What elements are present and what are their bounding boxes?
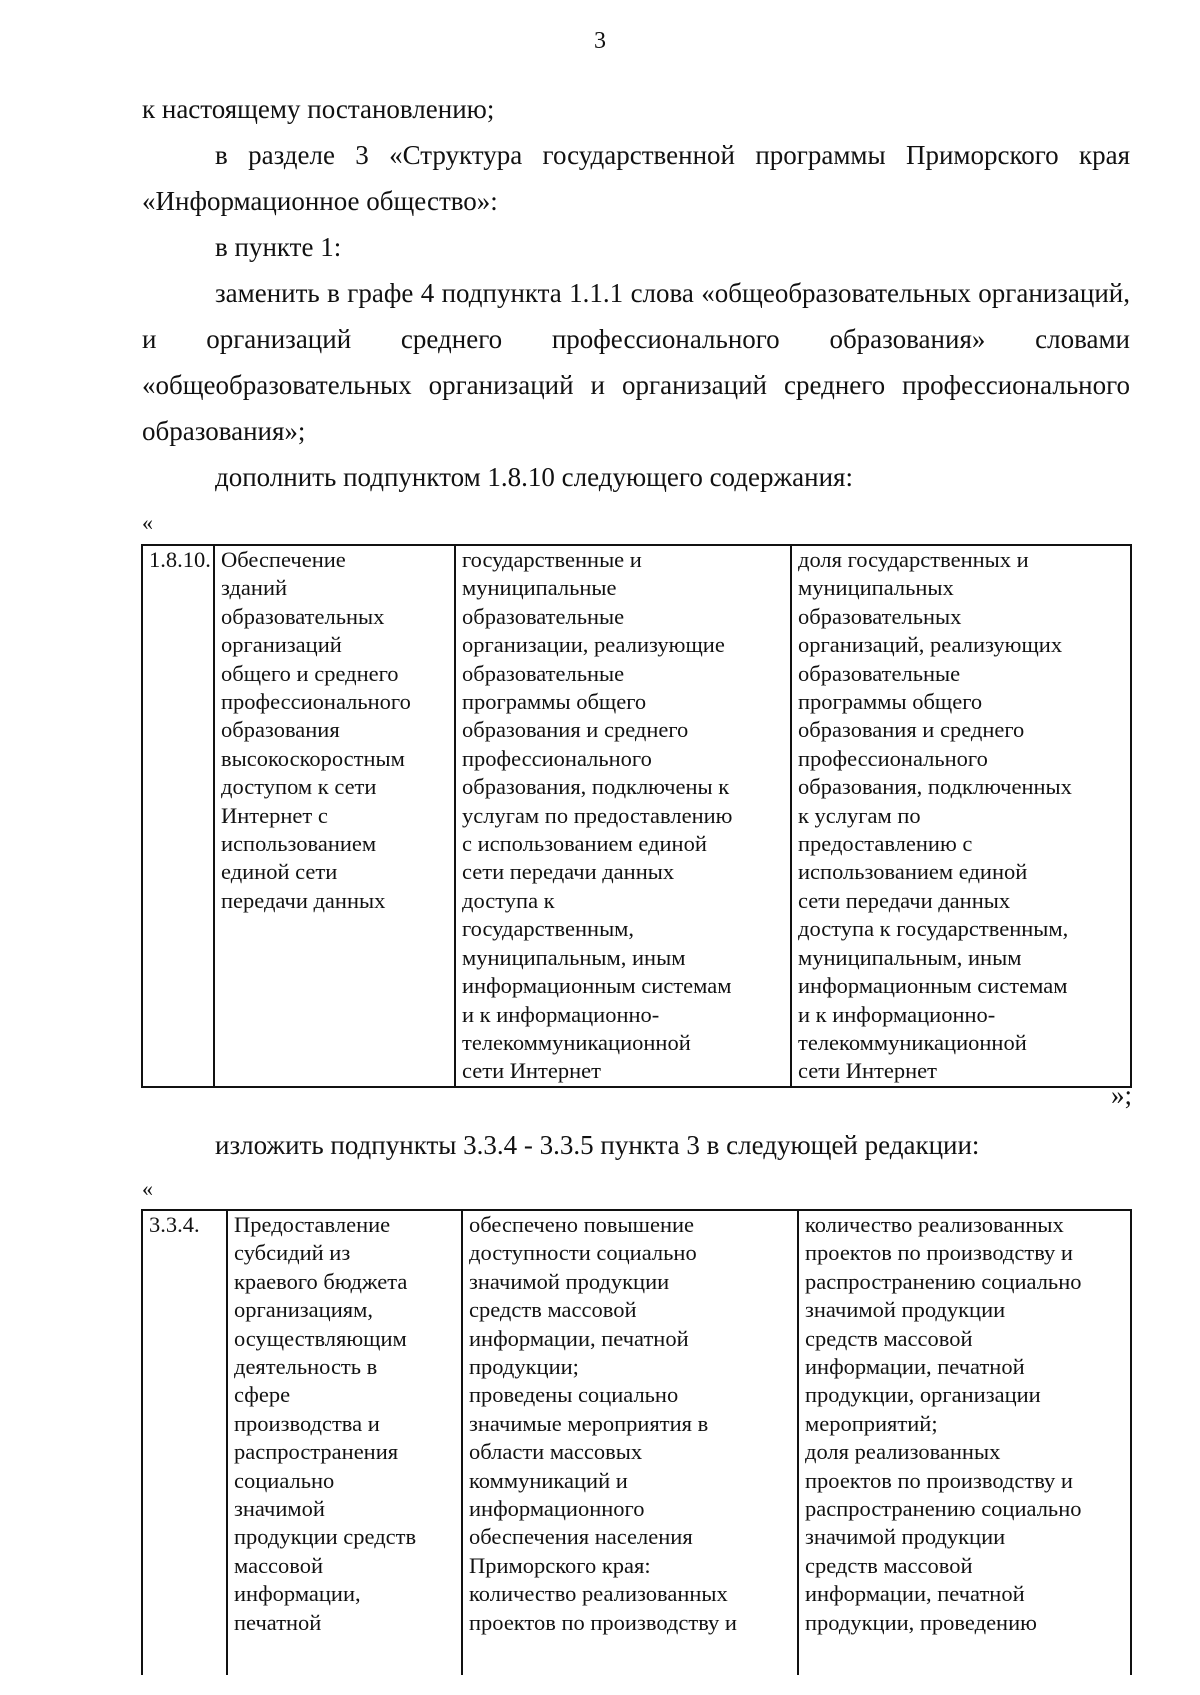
paragraph-5: дополнить подпунктом 1.8.10 следующего содержания: <box>215 462 853 492</box>
closing-quote-1: »; <box>1110 1080 1132 1110</box>
paragraph-6: изложить подпункты 3.3.4 - 3.3.5 пункта 3 в следующей редакции: <box>215 1130 980 1160</box>
indicator-text: доля государственных и муниципальных образовательных организаций, реализующих образовательные программы общего образования и среднего профессионального образования, подключенных к услугам по предоставлению с использованием единой сети передачи данных доступа к государственным, муниципальным, иным информационным системам и к информационно- телекоммуникационной сети Интернет <box>798 547 1072 1084</box>
amendment-table-2 <box>141 1209 1132 1675</box>
paragraph-1: к настоящему постановлению; <box>142 94 495 124</box>
item-number-cell <box>142 545 214 1087</box>
result-cell <box>455 545 791 1087</box>
table-row <box>142 1210 1131 1675</box>
paragraph-4: заменить в графе 4 подпункта 1.1.1 слова «общеобразовательных организаций, и организаций среднего профессионального образования» словами «общеобразовательных организаций и организаций среднего профессионального образования»; <box>142 278 1130 446</box>
indicator-text: количество реализованных проектов по производству и распространению социально значимой продукции средств массовой информации, печатной продукции, организации мероприятий; доля реализованных проектов по производству и распространению социально значимой продукции средств массовой информации, печатной продукции, проведению <box>805 1212 1082 1635</box>
measure-cell <box>214 545 455 1087</box>
measure-text: Предоставление субсидий из краевого бюджета организациям, осуществляющим деятельность в сфере производства и распространения социально значимой продукции средств массовой информации, печатной <box>234 1212 417 1635</box>
measure-text: Обеспечение зданий образовательных организаций общего и среднего профессионального образования высокоскоростным доступом к сети Интернет с использованием единой сети передачи данных <box>221 547 411 913</box>
opening-quote-2: « <box>142 1176 153 1201</box>
indicator-cell <box>791 545 1131 1087</box>
result-text: обеспечено повышение доступности социально значимой продукции средств массовой информации, печатной продукции; проведены социально значимые мероприятия в области массовых коммуникаций и информационного обеспечения населения Приморского края: количество реализованных проектов по производству и <box>469 1212 737 1635</box>
result-cell <box>462 1210 798 1675</box>
paragraph-2: в разделе 3 «Структура государственной программы Приморского края «Информационное общество»: <box>142 140 1130 216</box>
page-number: 3 <box>594 28 606 54</box>
table-row <box>142 545 1131 1087</box>
opening-quote-1: « <box>142 510 153 535</box>
result-text: государственные и муниципальные образовательные организации, реализующие образовательные программы общего образования и среднего профессионального образования, подключены к услугам по предоставлению с использованием единой сети передачи данных доступа к государственным, муниципальным, иным информационным системам и к информационно- телекоммуникационной сети Интернет <box>462 547 733 1084</box>
paragraph-3: в пункте 1: <box>215 232 342 262</box>
indicator-cell <box>798 1210 1131 1675</box>
item-number-cell <box>142 1210 227 1675</box>
amendment-table-1 <box>141 544 1132 1088</box>
measure-cell <box>227 1210 462 1675</box>
item-number: 3.3.4. <box>149 1212 200 1237</box>
item-number: 1.8.10. <box>149 547 211 572</box>
